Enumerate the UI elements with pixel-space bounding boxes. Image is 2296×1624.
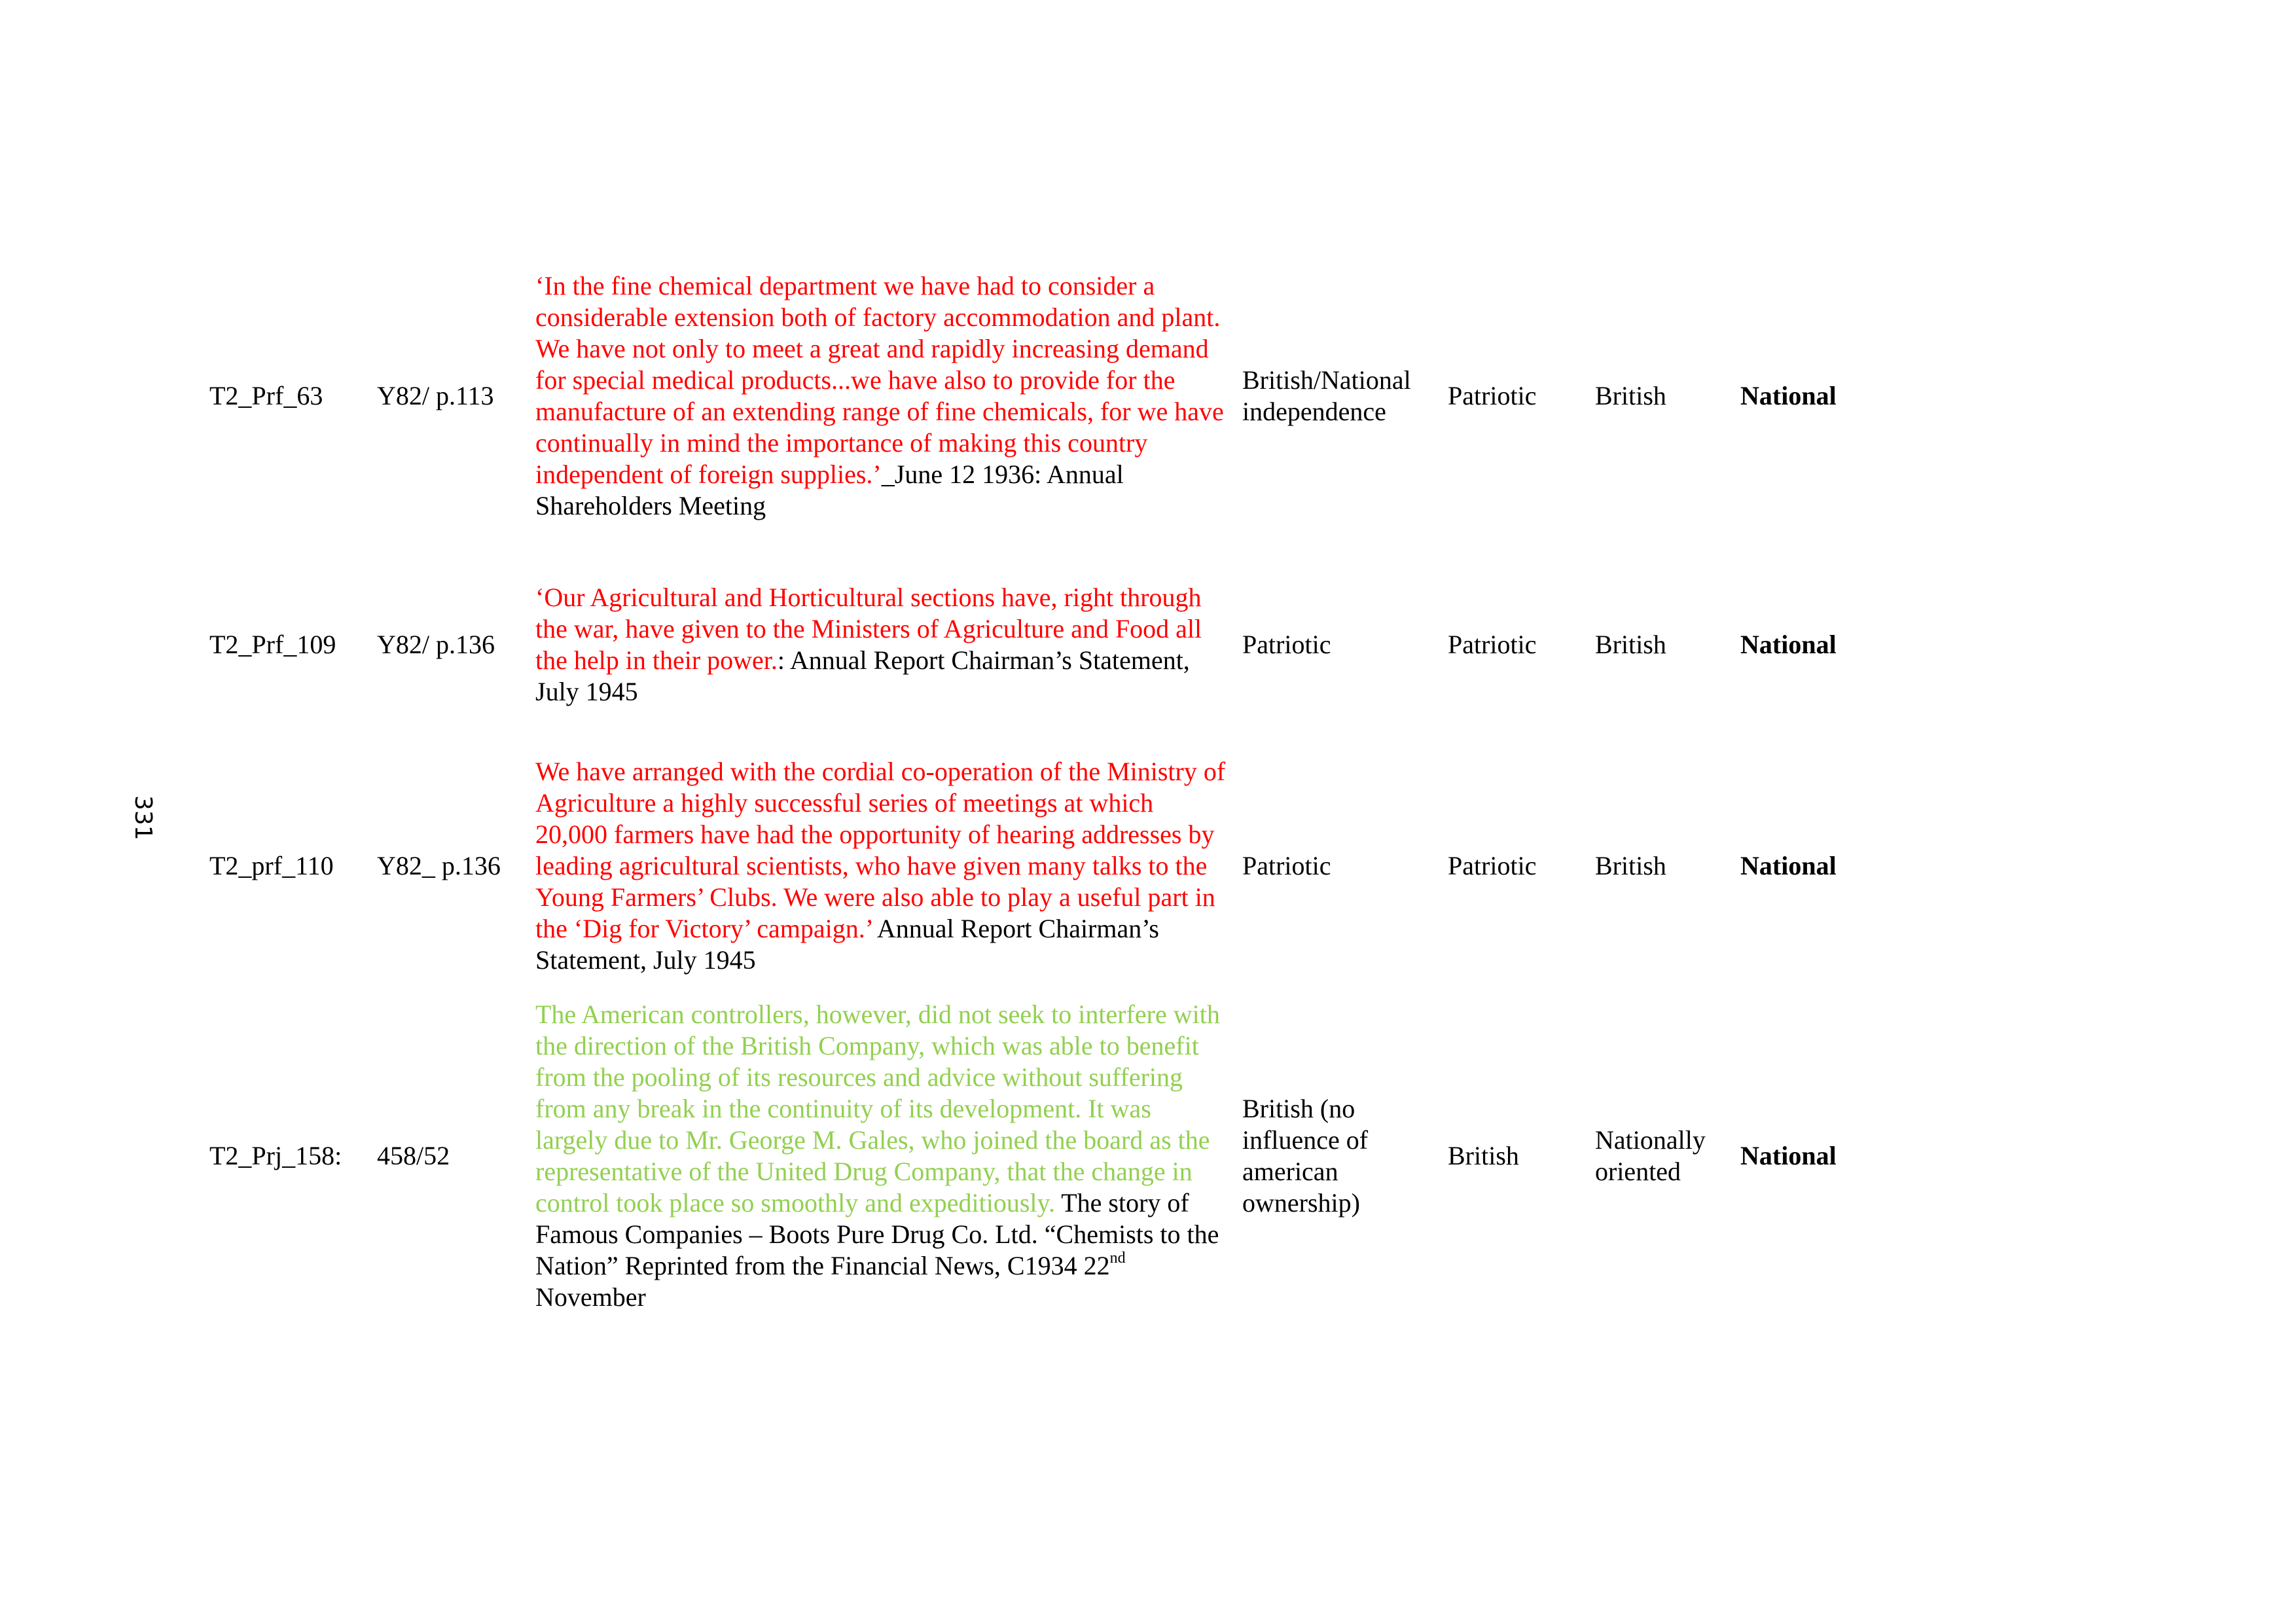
row-category: Patriotic (1448, 851, 1537, 880)
row-category: Patriotic (1448, 381, 1537, 410)
row-quote (535, 735, 1229, 997)
page-number: 331 (130, 795, 156, 840)
row-id: T2_Prf_109 (209, 630, 336, 659)
quote-text: The American controllers, however, did not seek to interfere with the direction of the British Company, which was able to benefit from the pooling of its resources and advice without suffering from any break in the continuity of its development. It was largely due to Mr. George M. Gales, who joined the board as the representative of the United Drug Company, that the change in control took place so smoothly and expeditiously. (535, 1000, 1220, 1218)
table-row (0, 265, 2296, 527)
row-quote (535, 265, 1229, 527)
table-row (0, 992, 2296, 1320)
row-classification: National (1740, 381, 1837, 410)
row-id: T2_Prf_63 (209, 381, 323, 410)
row-reference: Y82/ p.113 (377, 381, 494, 410)
row-quote (535, 992, 1229, 1320)
quote-text: ‘Our Agricultural and Horticultural sections have, right through the war, have given to the Ministers of Agriculture and Food all the help in their power. (535, 583, 1202, 675)
row-category: British (1448, 1141, 1519, 1170)
row-orientation: British (1595, 851, 1666, 880)
quote-source: The story of Famous Companies – Boots Pure Drug Co. Ltd. “Chemists to the Nation” Reprinted from the Financial News, C1934 22 (535, 1188, 1219, 1280)
row-reference: Y82_ p.136 (377, 851, 501, 880)
row-reference: 458/52 (377, 1141, 450, 1170)
row-orientation: British (1595, 381, 1666, 410)
row-theme: Patriotic (1242, 851, 1331, 880)
quote-source: : Annual Report Chairman’s Statement, July 1945 (535, 645, 1190, 706)
row-theme: British (no influence of american ownership) (1242, 1094, 1369, 1218)
row-quote (535, 579, 1229, 710)
quote-source-superscript: nd (1109, 1250, 1126, 1267)
row-classification: National (1740, 630, 1837, 659)
row-orientation: Nationally oriented (1595, 1125, 1706, 1186)
quote-text: We have arranged with the cordial co-operation of the Ministry of Agriculture a highly successful series of meetings at which 20,000 farmers have had the opportunity of hearing addresses by leading agricultural scientists, who have given many talks to the Young Farmers’ Clubs. We were also able to play a useful part in the ‘Dig for Victory’ campaign.’ (535, 757, 1226, 943)
row-reference: Y82/ p.136 (377, 630, 495, 659)
row-id: T2_prf_110 (209, 851, 334, 880)
table-row (0, 579, 2296, 710)
row-orientation: British (1595, 630, 1666, 659)
row-theme: British/National independence (1242, 365, 1411, 426)
row-category: Patriotic (1448, 630, 1537, 659)
row-theme: Patriotic (1242, 630, 1331, 659)
quote-source: Annual Report Chairman’s Statement, July 1945 (535, 914, 1159, 975)
row-id: T2_Prj_158: (209, 1141, 342, 1170)
row-classification: National (1740, 1141, 1837, 1170)
table-row (0, 735, 2296, 997)
row-classification: National (1740, 851, 1837, 880)
quote-text: ‘In the fine chemical department we have had to consider a considerable extension both of factory accommodation and plant. We have not only to meet a great and rapidly increasing demand for special medical products...we have also to provide for the manufacture of an extending range of fine chemicals, for we have continually in mind the importance of making this country independent of foreign supplies.’ (535, 271, 1224, 489)
quote-source: _June 12 1936: Annual Shareholders Meeting (535, 460, 1124, 520)
quote-source-tail: November (535, 1282, 646, 1312)
